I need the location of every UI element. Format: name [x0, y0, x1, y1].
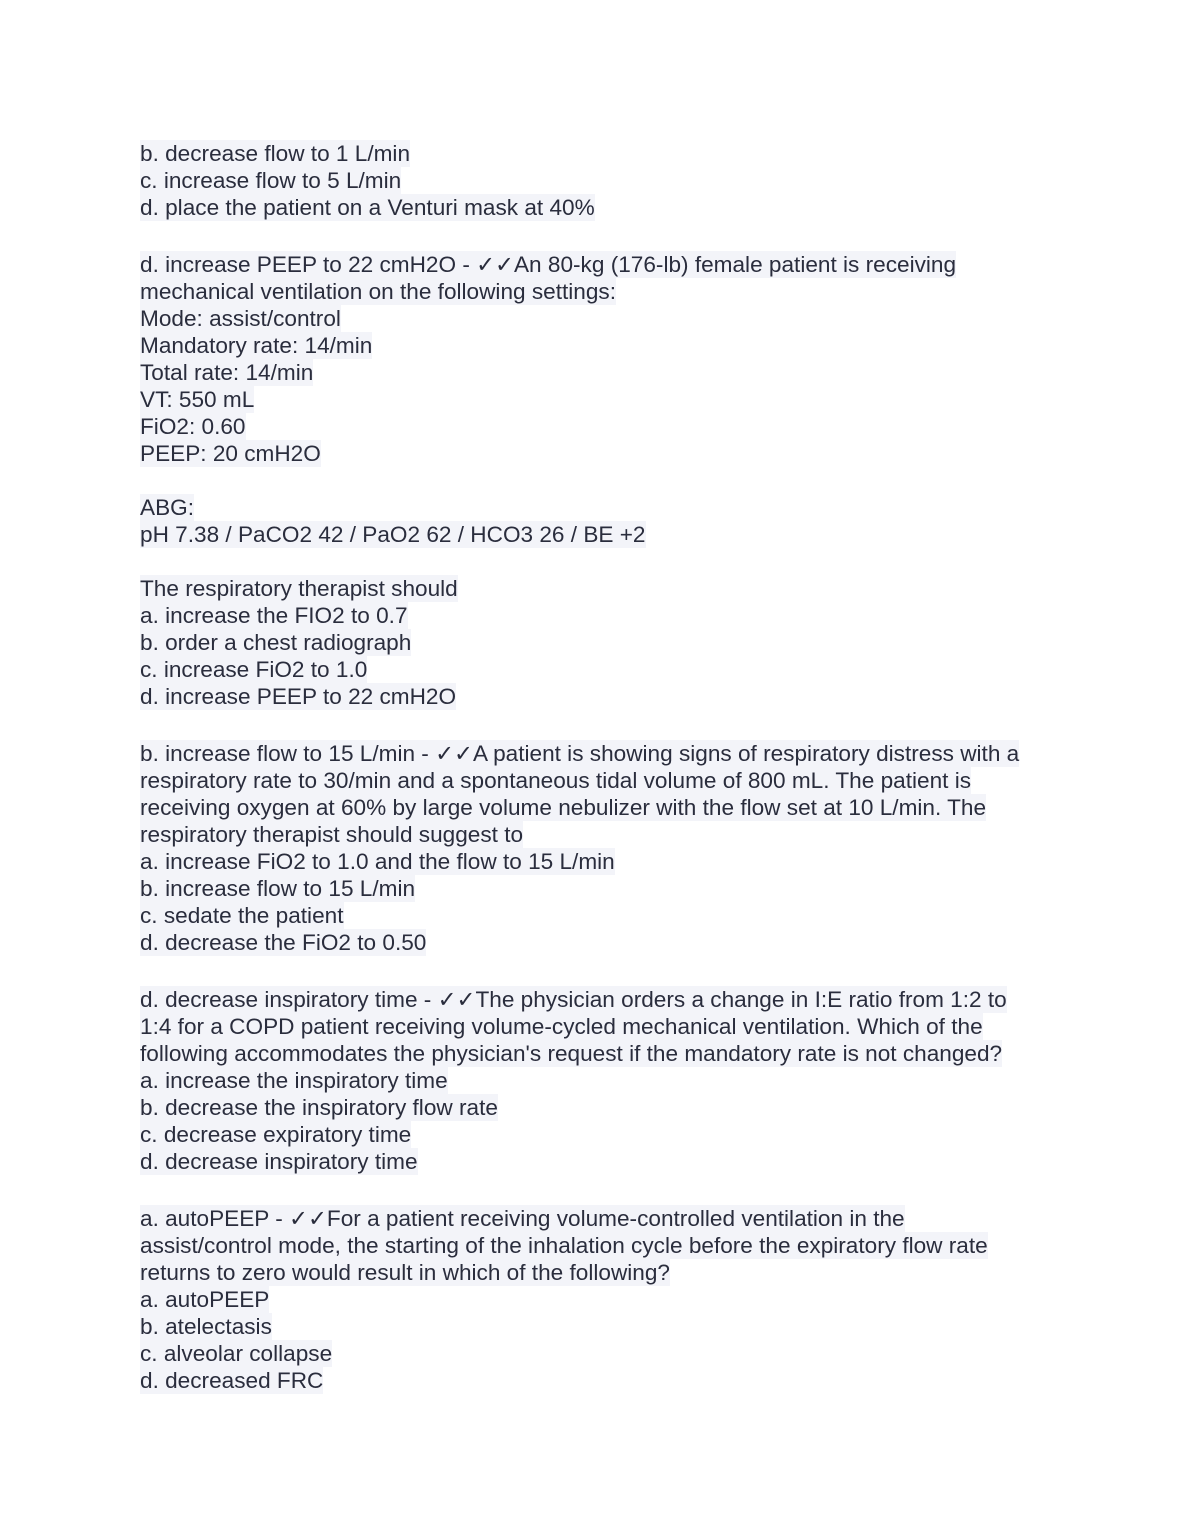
text-line: respiratory rate to 30/min and a spontaneous tidal volume of 800 mL. The patient is: [140, 768, 972, 793]
text-line: c. increase FiO2 to 1.0: [140, 657, 368, 682]
text-line: c. increase flow to 5 L/min: [140, 168, 402, 193]
text-line: c. decrease expiratory time: [140, 1122, 412, 1147]
text-line: a. increase the inspiratory time: [140, 1068, 448, 1093]
text-block: [140, 986, 1060, 1175]
text-line: Mandatory rate: 14/min: [140, 333, 373, 358]
text-line: VT: 550 mL: [140, 387, 255, 412]
text-line: assist/control mode, the starting of the inhalation cycle before the expiratory flow rate: [140, 1233, 988, 1258]
text-line: d. increase PEEP to 22 cmH2O - ✓✓An 80-kg (176-lb) female patient is receiving: [140, 252, 957, 277]
text-line: a. autoPEEP: [140, 1287, 270, 1312]
text-line: b. order a chest radiograph: [140, 630, 412, 655]
text-line: d. increase PEEP to 22 cmH2O: [140, 684, 457, 709]
text-line: d. decreased FRC: [140, 1368, 324, 1393]
text-line: Total rate: 14/min: [140, 360, 314, 385]
text-line: receiving oxygen at 60% by large volume nebulizer with the flow set at 10 L/min. The: [140, 795, 987, 820]
text-line: following accommodates the physician's request if the mandatory rate is not changed?: [140, 1041, 1003, 1066]
text-line: ABG:: [140, 495, 194, 520]
text-line: c. sedate the patient: [140, 903, 344, 928]
text-line: b. decrease the inspiratory flow rate: [140, 1095, 498, 1120]
text-line: a. increase the FIO2 to 0.7: [140, 603, 408, 628]
text-line: The respiratory therapist should: [140, 576, 458, 601]
text-line: FiO2: 0.60: [140, 414, 246, 439]
text-block: [140, 740, 1060, 956]
text-line: b. atelectasis: [140, 1314, 272, 1339]
text-line: a. increase FiO2 to 1.0 and the flow to 15 L/min: [140, 849, 615, 874]
text-line: a. autoPEEP - ✓✓For a patient receiving volume-controlled ventilation in the: [140, 1206, 905, 1231]
text-block: [140, 1205, 1060, 1394]
text-block: [140, 494, 1060, 548]
text-line: b. increase flow to 15 L/min - ✓✓A patient is showing signs of respiratory distress with a: [140, 741, 1020, 766]
text-line: 1:4 for a COPD patient receiving volume-cycled mechanical ventilation. Which of the: [140, 1014, 983, 1039]
text-line: d. place the patient on a Venturi mask at 40%: [140, 195, 595, 220]
text-line: pH 7.38 / PaCO2 42 / PaO2 62 / HCO3 26 / BE +2: [140, 522, 646, 547]
text-line: respiratory therapist should suggest to: [140, 822, 524, 847]
text-line: d. decrease the FiO2 to 0.50: [140, 930, 427, 955]
text-line: Mode: assist/control: [140, 306, 341, 331]
text-line: mechanical ventilation on the following settings:: [140, 279, 617, 304]
text-line: b. increase flow to 15 L/min: [140, 876, 416, 901]
text-line: returns to zero would result in which of the following?: [140, 1260, 670, 1285]
text-block: [140, 575, 1060, 710]
text-block: [140, 140, 1060, 221]
document-content: [140, 140, 1060, 1394]
text-line: PEEP: 20 cmH2O: [140, 441, 321, 466]
text-line: c. alveolar collapse: [140, 1341, 333, 1366]
text-line: d. decrease inspiratory time - ✓✓The physician orders a change in I:E ratio from 1:2 to: [140, 987, 1007, 1012]
text-block: [140, 251, 1060, 467]
text-line: d. decrease inspiratory time: [140, 1149, 418, 1174]
text-line: b. decrease flow to 1 L/min: [140, 141, 411, 166]
